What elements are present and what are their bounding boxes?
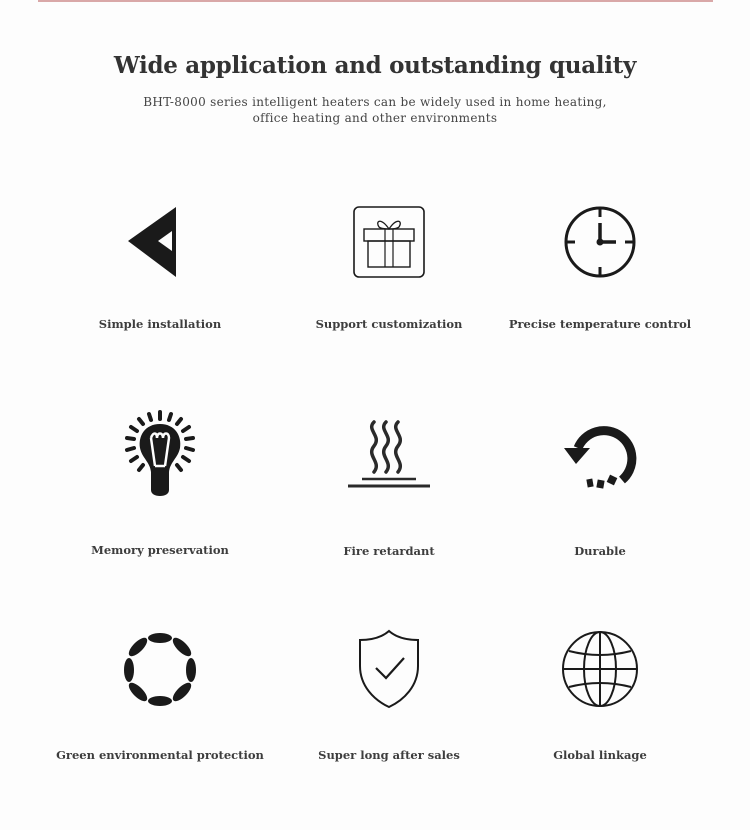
top-divider [38,0,713,2]
subtitle-line-1: BHT-8000 series intelligent heaters can be widely used in home heating, [143,95,607,109]
lightbulb-icon [115,410,205,500]
feature-label: Durable [574,544,626,558]
clock-icon [560,205,640,285]
page-subtitle [0,94,750,126]
feature-label: Super long after sales [318,748,460,762]
leaf-ring-icon [120,630,200,710]
feature-label: Precise temperature control [508,317,692,331]
feature-label: Fire retardant [343,544,435,558]
gift-icon [349,205,429,285]
globe-icon [560,629,640,709]
page-title: Wide application and outstanding quality [113,52,637,79]
subtitle-line-2: office heating and other environments [252,111,498,125]
shield-check-icon [354,628,424,710]
feature-label: Green environmental protection [56,748,264,762]
arrow-left-icon [120,205,200,285]
feature-label: Memory preservation [91,543,229,557]
feature-label: Simple installation [98,317,222,331]
feature-label: Support customization [315,317,463,331]
feature-label: Global linkage [553,748,647,762]
heat-waves-icon [344,418,434,490]
rotate-arrow-icon [560,418,640,498]
